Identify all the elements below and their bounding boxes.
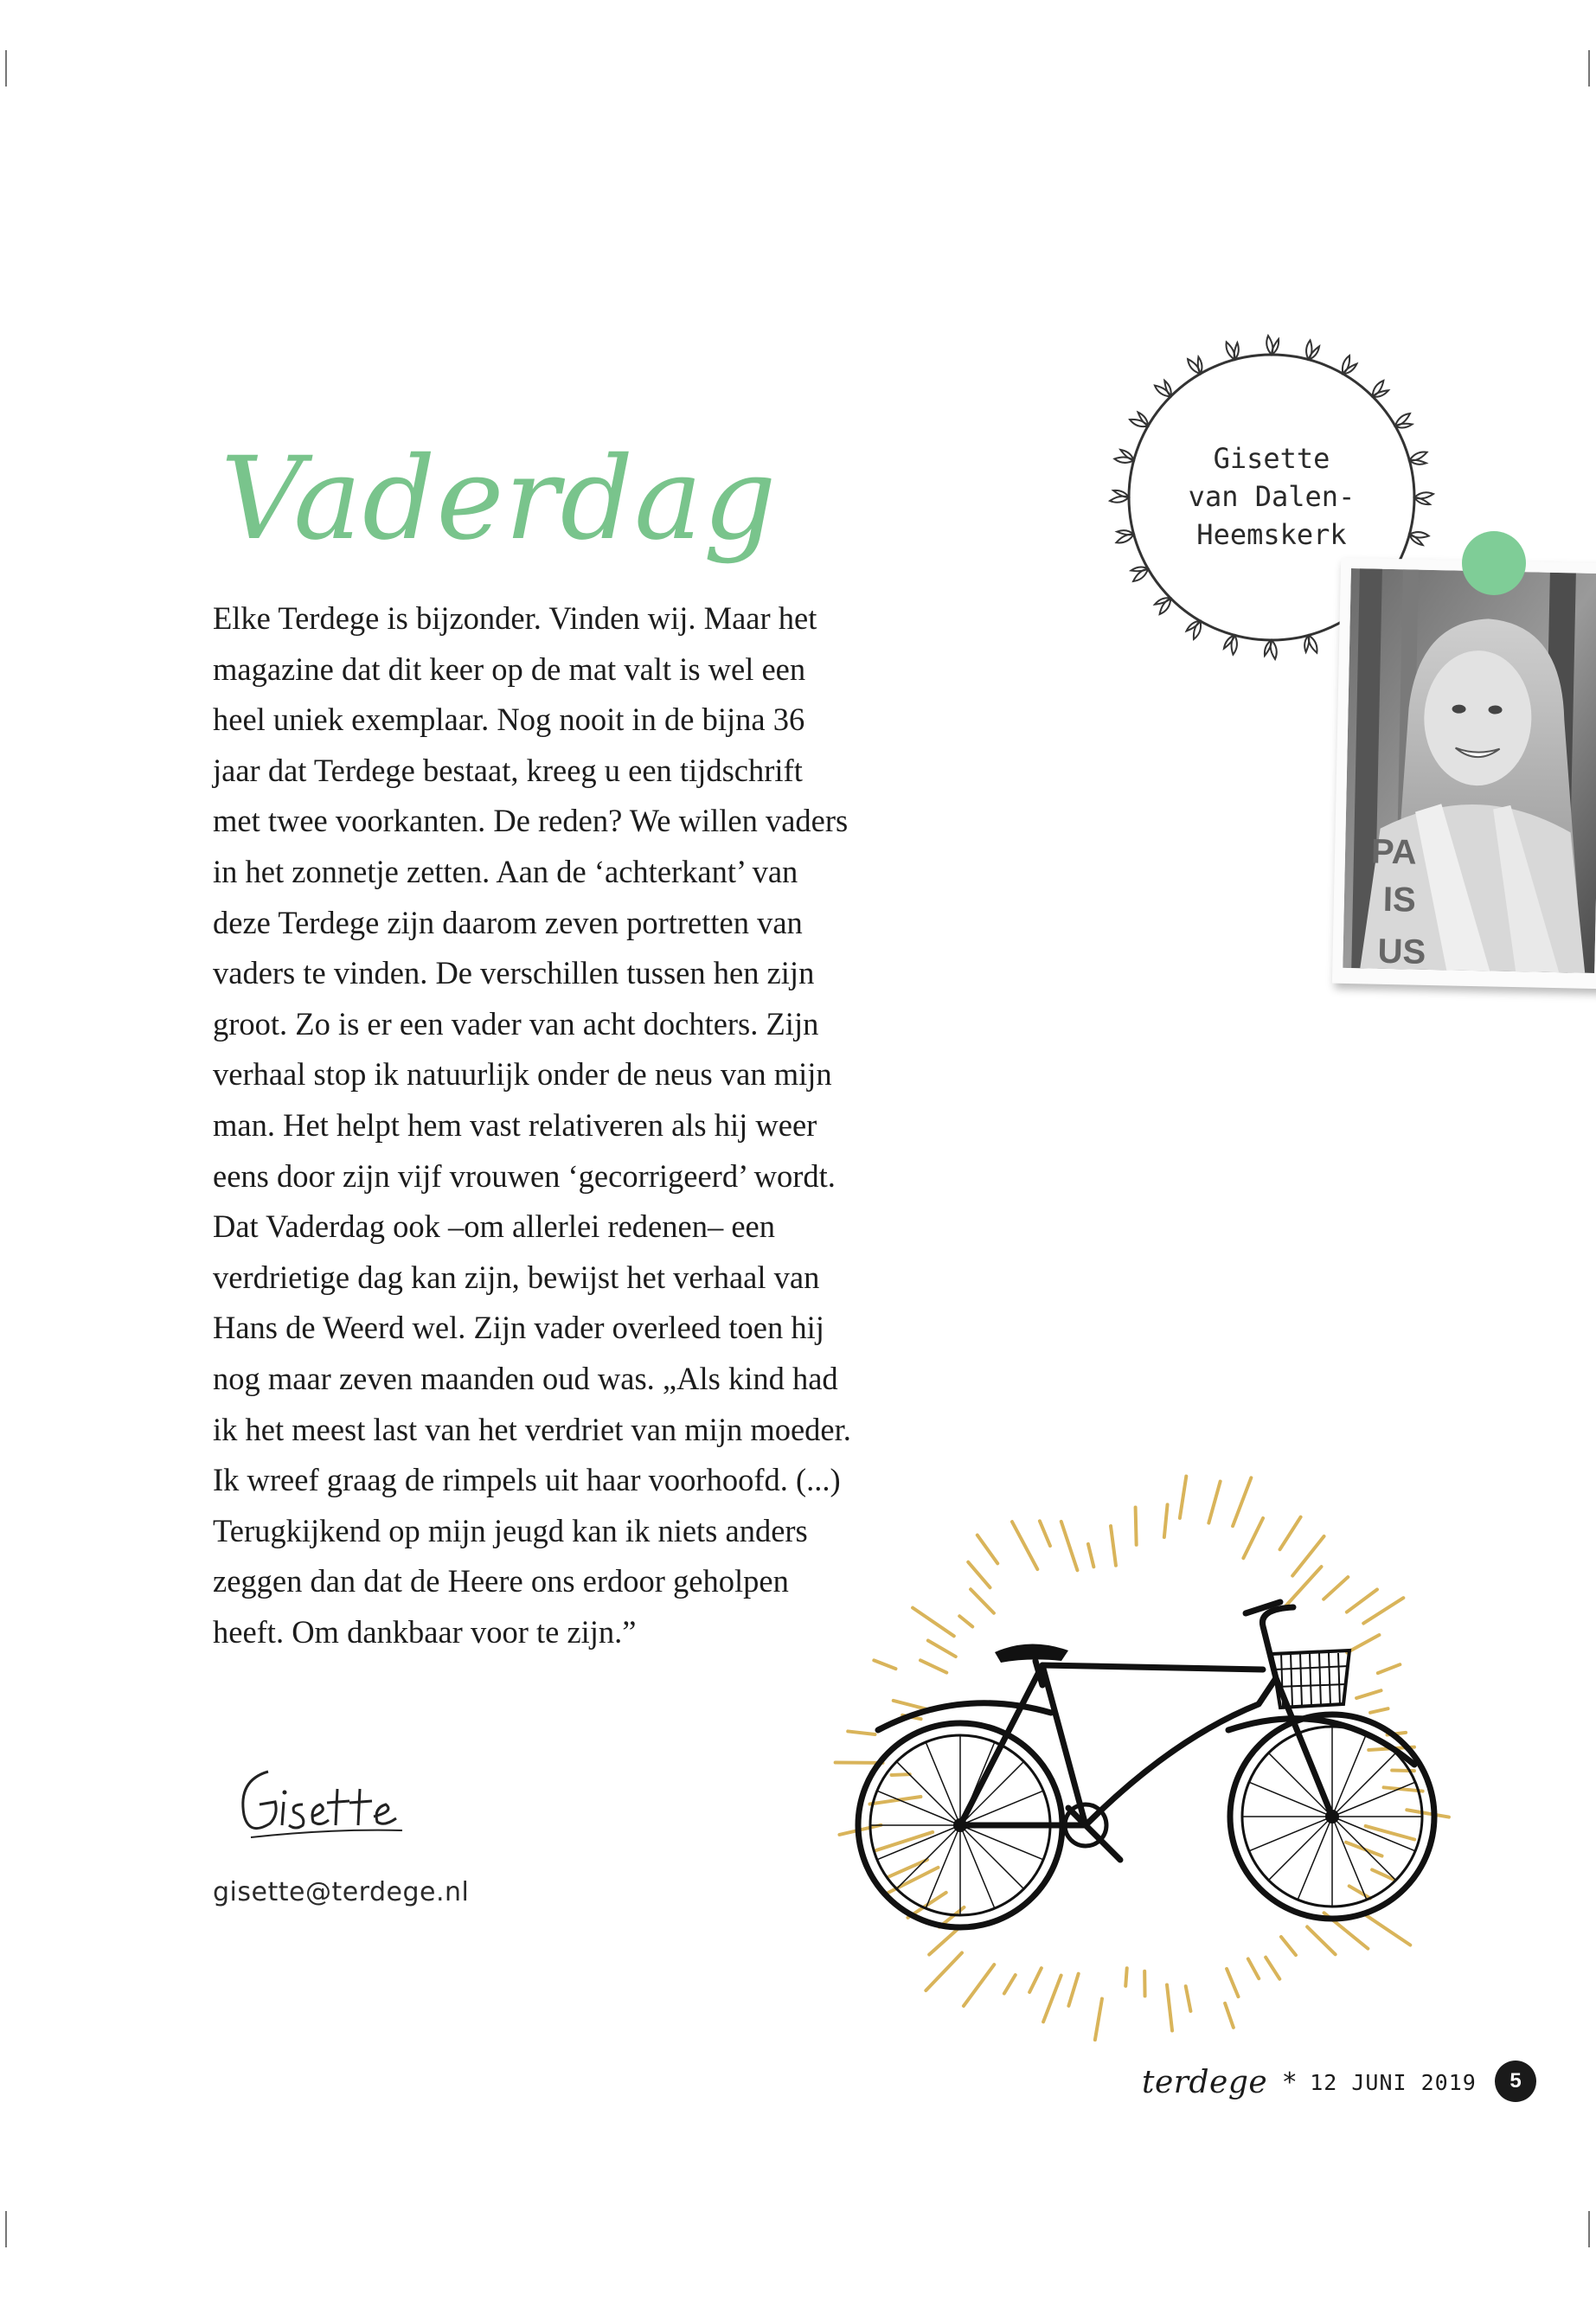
body-line: zeggen dan dat de Heere ons erdoor geholpen — [213, 1563, 789, 1599]
body-line: Hans de Weerd wel. Zijn vader overleed toen hij — [213, 1310, 824, 1346]
page-title: Vaderdag — [221, 433, 778, 566]
body-line: eens door zijn vijf vrouwen ‘gecorrigeerd’ wordt. — [213, 1157, 836, 1194]
body-line: ik het meest last van het verdriet van mijn moeder. — [213, 1411, 851, 1447]
bicycle-icon — [809, 1453, 1475, 2041]
body-line: vaders te vinden. De verschillen tussen hen zijn — [213, 955, 815, 991]
author-email[interactable]: gisette@terdege.nl — [213, 1877, 470, 1907]
body-line: verhaal stop ik natuurlijk onder de neus van mijn — [213, 1056, 832, 1093]
author-name-line: van Dalen- — [1188, 480, 1356, 513]
author-portrait-icon — [1343, 568, 1596, 973]
crop-mark — [5, 2211, 7, 2247]
page-footer — [1142, 2061, 1477, 2104]
issue-date: 12 JUNI 2019 — [1310, 2069, 1477, 2095]
body-line: Ik wreef graag de rimpels uit haar voorhoofd. (...) — [213, 1462, 841, 1498]
body-line: met twee voorkanten. De reden? We willen vaders — [213, 803, 849, 839]
body-line: deze Terdege zijn daarom zeven portretten van — [213, 904, 803, 940]
crop-mark — [5, 50, 7, 87]
author-photo — [1332, 558, 1596, 989]
svg-text:IS: IS — [1382, 880, 1417, 920]
crop-mark — [1588, 2211, 1590, 2247]
asterisk-icon: * — [1283, 2067, 1297, 2098]
body-line: jaar dat Terdege bestaat, kreeg u een tijdschrift — [213, 752, 803, 788]
body-line: nog maar zeven maanden oud was. „Als kind had — [213, 1360, 838, 1396]
body-line: groot. Zo is er een vader van acht dochters. Zijn — [213, 1005, 819, 1042]
body-line: Dat Vaderdag ook –om allerlei redenen– een — [213, 1208, 775, 1245]
body-line: Terugkijkend op mijn jeugd kan ik niets anders — [213, 1512, 808, 1548]
magazine-brand: terdege — [1142, 2064, 1268, 2100]
body-line: heel uniek exemplaar. Nog nooit in de bijna 36 — [213, 702, 805, 738]
body-line: verdrietige dag kan zijn, bewijst het verhaal van — [213, 1259, 820, 1295]
body-line: magazine dat dit keer op de mat valt is wel een — [213, 651, 806, 687]
svg-text:US: US — [1377, 932, 1426, 971]
author-name-line: Gisette — [1213, 442, 1330, 475]
body-line: man. Het helpt hem vast relativeren als hij weer — [213, 1106, 817, 1143]
author-name-line: Heemskerk — [1196, 518, 1347, 551]
body-line: Elke Terdege is bijzonder. Vinden wij. Maar het — [213, 600, 817, 636]
accent-dot — [1462, 531, 1526, 595]
page-number: 5 — [1495, 2061, 1536, 2102]
author-byline — [1142, 439, 1401, 554]
svg-text:PA: PA — [1370, 832, 1418, 872]
body-line: heeft. Om dankbaar voor te zijn.” — [213, 1613, 637, 1650]
body-line: in het zonnetje zetten. Aan de ‘achterkant’ van — [213, 853, 798, 889]
signature-gisette-icon — [234, 1754, 407, 1849]
crop-mark — [1588, 50, 1590, 87]
